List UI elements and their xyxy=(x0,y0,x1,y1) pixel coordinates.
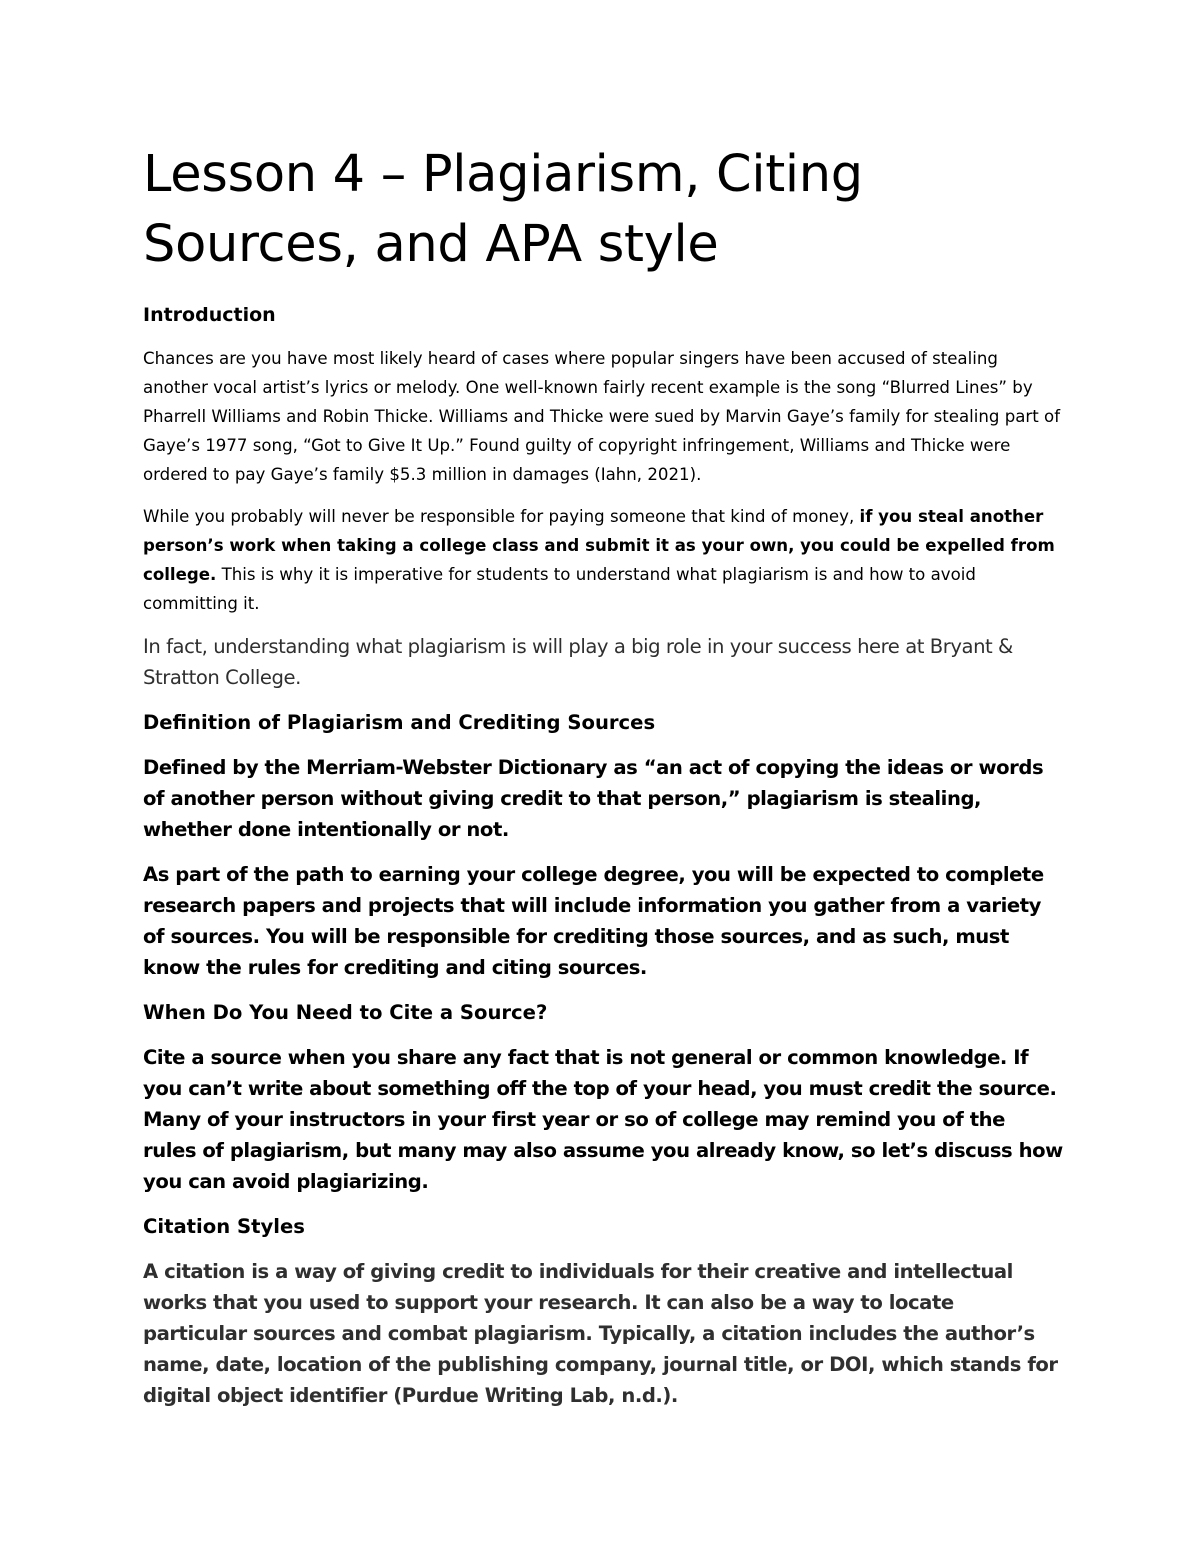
warning-text-bold: if you steal another person’s work when taking a college class and submit it as your own, you could be expelled from college. xyxy=(143,507,1055,584)
document-content xyxy=(143,140,1063,1425)
citation-styles-paragraph: A citation is a way of giving credit to individuals for their creative and intellectual works that you used to support your research. It can also be a way to locate particular sources and combat plagiarism. Typically, a citation includes the author’s name, date, location of the publishing company, journal title, or DOI, which stands for digital object identifier (Purdue Writing Lab, n.d.). xyxy=(143,1260,1058,1407)
when-to-cite-heading: When Do You Need to Cite a Source? xyxy=(143,1001,548,1024)
definition-paragraph: Defined by the Merriam-Webster Dictionary as “an act of copying the ideas or words of another person without giving credit to that person,” plagiarism is stealing, whether done intentionally or not. xyxy=(143,756,1044,841)
definition-heading: Definition of Plagiarism and Crediting Sources xyxy=(143,711,656,734)
success-paragraph: In fact, understanding what plagiarism is will play a big role in your success here at Bryant & Stratton College. xyxy=(143,635,1013,689)
research-paragraph: As part of the path to earning your college degree, you will be expected to complete research papers and projects that will include information you gather from a variety of sources. You will be responsible for crediting those sources, and as such, must know the rules for crediting and citing sources. xyxy=(143,863,1044,979)
citation-styles-heading: Citation Styles xyxy=(143,1215,305,1238)
intro-heading: Introduction xyxy=(143,304,276,326)
expulsion-warning-paragraph xyxy=(143,502,1063,618)
page-title: Lesson 4 – Plagiarism, Citing Sources, and APA style xyxy=(143,145,863,274)
warning-text-end: This is why it is imperative for students to understand what plagiarism is and how to avoid committing it. xyxy=(143,565,976,613)
intro-paragraph: Chances are you have most likely heard of cases where popular singers have been accused of stealing another vocal artist’s lyrics or melody. One well-known fairly recent example is the song “Blurred Lines” by Pharrell Williams and Robin Thicke. Williams and Thicke were sued by Marvin Gaye’s family for stealing part of Gaye’s 1977 song, “Got to Give It Up.” Found guilty of copyright infringement, Williams and Thicke were ordered to pay Gaye’s family $5.3 million in damages (Iahn, 2021). xyxy=(143,349,1061,484)
warning-text-start: While you probably will never be responsible for paying someone that kind of money, xyxy=(143,507,860,526)
when-to-cite-paragraph: Cite a source when you share any fact that is not general or common knowledge. If you can’t write about something off the top of your head, you must credit the source. Many of your instructors in your first year or so of college may remind you of the rules of plagiarism, but many may also assume you already know, so let’s discuss how you can avoid plagiarizing. xyxy=(143,1046,1063,1193)
